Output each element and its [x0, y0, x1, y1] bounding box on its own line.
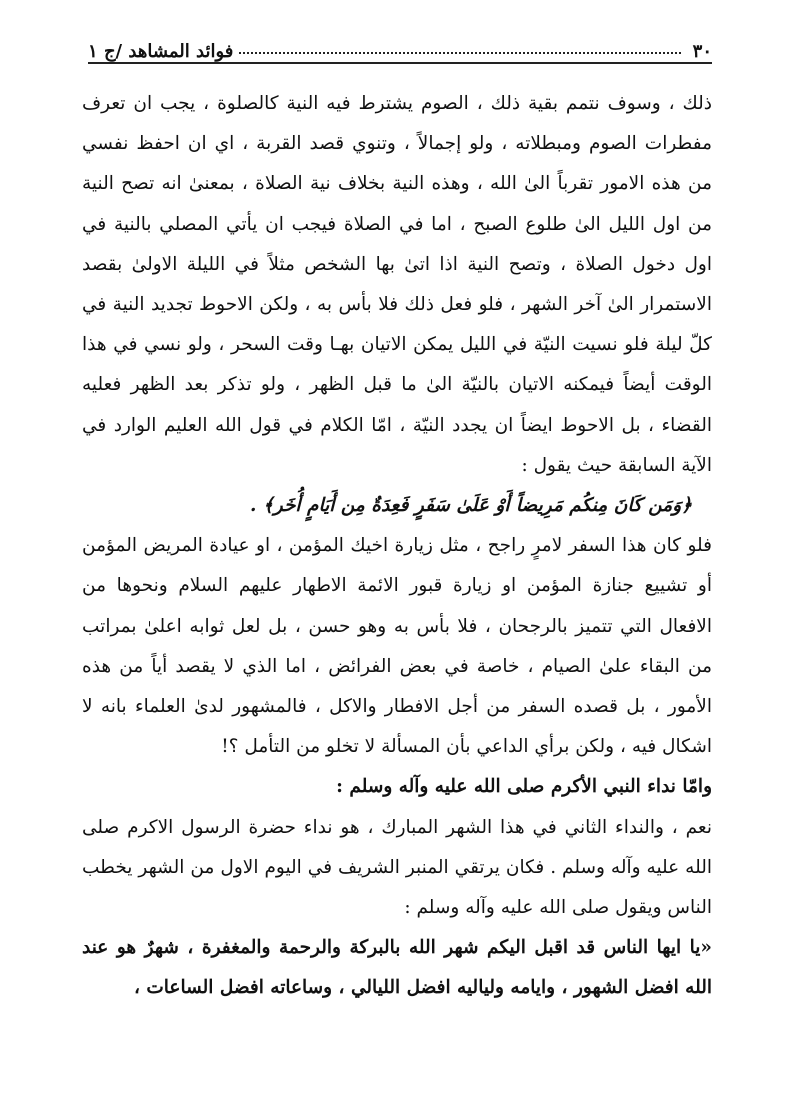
quran-verse: ﴿وَمَن كَانَ مِنكُم مَرِيضاً أَوْ عَلَىٰ سَفَرٍ فَعِدَةٌ مِن أَيَامٍ أُخَر﴾ .: [250, 495, 692, 517]
body-text: [82, 84, 712, 1009]
running-header: [88, 32, 712, 64]
paragraph-fasting-intention: ذلك ، وسوف نتمم بقية ذلك ، الصوم يشترط فيه النية كالصلوة ، يجب ان تعرف مفطرات الصوم ومبطلاته ، ولو إجمالاً ، وتنوي قصد القربة ، اي ان احفظ نفسي من هذه الامور تقرباً الىٰ الله ، وهذه النية بخلاف نية الصلاة ، بمعنىٰ انه تصح النية من اول الليل الىٰ طلوع الصبح ، اما في الصلاة فيجب ان يأتي المصلي بالنية في اول دخول الصلاة ، وتصح النية اذا اتىٰ بها الشخص مثلاً في الليلة الاولىٰ بقصد الاستمرار الىٰ آخر الشهر ، فلو فعل ذلك فلا بأس به ، ولكن الاحوط تجديد النية في كلّ ليلة فلو نسيت النيّة في الليل يمكن الاتيان بهـا وقت السحر ، ولو نسي في هذا الوقت أيضاً فيمكنه الاتيان بالنيّة الىٰ ما قبل الظهر ، ولو تذكر بعد الظهر فعليه القضاء ، بل الاحوط ايضاً ان يجدد النيّة ، امّا الكلام في قول الله العليم الوارد في الآية السابقة حيث يقول :: [82, 93, 712, 476]
sermon-quote: «يا ايها الناس قد اقبل اليكم شهر الله بالبركة والرحمة والمغفرة ، شهرٌ هو عند الله افضل الشهور ، وايامه ولياليه افضل الليالي ، وساعاته افضل الساعات ،: [82, 937, 712, 999]
paragraph-second-call: نعم ، والنداء الثاني في هذا الشهر المبارك ، هو نداء حضرة الرسول الاكرم صلى الله عليه وآله وسلم . فكان يرتقي المنبر الشريف في اليوم الاول من الشهر يخطب الناس ويقول صلى الله عليه وآله وسلم :: [82, 816, 712, 919]
header-leader-dots: [239, 52, 680, 54]
page-number: ٣٠: [692, 41, 712, 62]
section-heading-prophet-call: وامّا نداء النبي الأكرم صلى الله عليه وآله وسلم :: [336, 776, 712, 798]
book-title: فوائد المشاهد /ج ١: [88, 41, 234, 62]
paragraph-travel: فلو كان هذا السفر لامرٍ راجح ، مثل زيارة اخيك المؤمن ، او عيادة المريض المؤمن أو تشييع جنازة المؤمن او زيارة قبور الائمة الاطهار عليهم السلام ونحوها من الافعال التي تتميز بالرجحان ، فلا بأس به وهو حسن ، بل لعل ثوابه اعلىٰ بمراتب من البقاء علىٰ الصيام ، خاصة في بعض الفرائض ، اما الذي لا يقصد أياً من هذه الأمور ، بل قصده السفر من أجل الافطار والاكل ، فالمشهور لدىٰ العلماء بانه لا اشكال فيه ، ولكن برأي الداعي بأن المسألة لا تخلو من التأمل ؟!: [82, 535, 712, 758]
